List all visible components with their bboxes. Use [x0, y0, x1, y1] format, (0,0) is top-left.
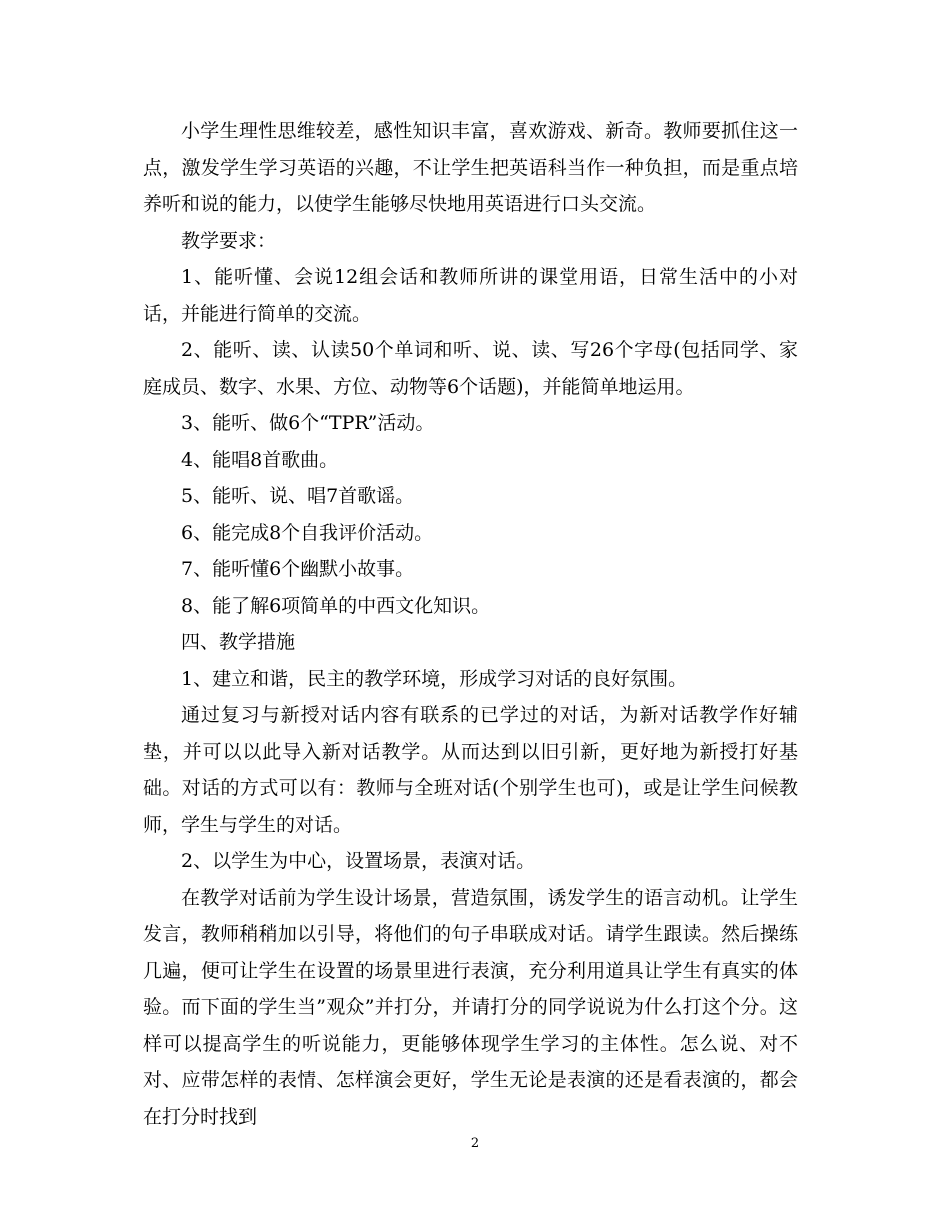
paragraph-measure-1-body: 通过复习与新授对话内容有联系的已学过的对话，为新对话教学作好辅垫，并可以以此导入新对话教学。从而达到以旧引新，更好地为新授打好基础。对话的方式可以有：教师与全班对话(个别学生也可)，或是让学生问候教师，学生与学生的对话。	[143, 704, 798, 836]
paragraph-measure-2-body: 在教学对话前为学生设计场景，营造氛围，诱发学生的语言动机。让学生发言，教师稍稍加以引导，将他们的句子串联成对话。请学生跟读。然后操练几遍，便可让学生在设置的场景里进行表演，充分利用道具让学生有真实的体验。而下面的学生当”观众”并打分，并请打分的同学说说为什么打这个分。这样可以提高学生的听说能力，更能够体现学生学习的主体性。怎么说、对不对、应带怎样的表情、怎样演会更好，学生无论是表演的还是看表演的，都会在打分时找到	[143, 886, 798, 1128]
paragraph-requirement-7: 7、能听懂6个幽默小故事。	[181, 558, 415, 580]
paragraph-requirement-6: 6、能完成8个自我评价活动。	[181, 521, 434, 544]
paragraph-measure-1-heading: 1、建立和谐，民主的教学环境，形成学习对话的良好氛围。	[181, 667, 688, 690]
paragraph-teaching-requirements-heading: 教学要求：	[181, 229, 277, 252]
paragraph-requirement-8: 8、能了解6项简单的中西文化知识。	[181, 594, 491, 617]
paragraph-measure-2-heading: 2、以学生为中心，设置场景，表演对话。	[181, 850, 536, 872]
paragraph-requirement-4: 4、能唱8首歌曲。	[181, 448, 339, 471]
paragraph-intro: 小学生理性思维较差，感性知识丰富，喜欢游戏、新奇。教师要抓住这一点，激发学生学习英语的兴趣，不让学生把英语科当作一种负担，而是重点培养听和说的能力，以使学生能够尽快地用英语进行口头交流。	[143, 120, 798, 215]
section-heading-teaching-measures: 四、教学措施	[181, 631, 296, 653]
paragraph-requirement-2: 2、能听、读、认读50个单词和听、说、读、写26个字母(包括同学、家庭成员、数字、水果、方位、动物等6个话题)，并能简单地运用。	[143, 339, 798, 398]
paragraph-requirement-1: 1、能听懂、会说12组会话和教师所讲的课堂用语，日常生活中的小对话，并能进行简单的交流。	[143, 266, 798, 325]
document-body	[143, 113, 798, 1135]
page-number: 2	[470, 1136, 480, 1151]
paragraph-requirement-3: 3、能听、做6个“TPR”活动。	[181, 412, 435, 434]
paragraph-requirement-5: 5、能听、说、唱7首歌谣。	[181, 485, 415, 507]
